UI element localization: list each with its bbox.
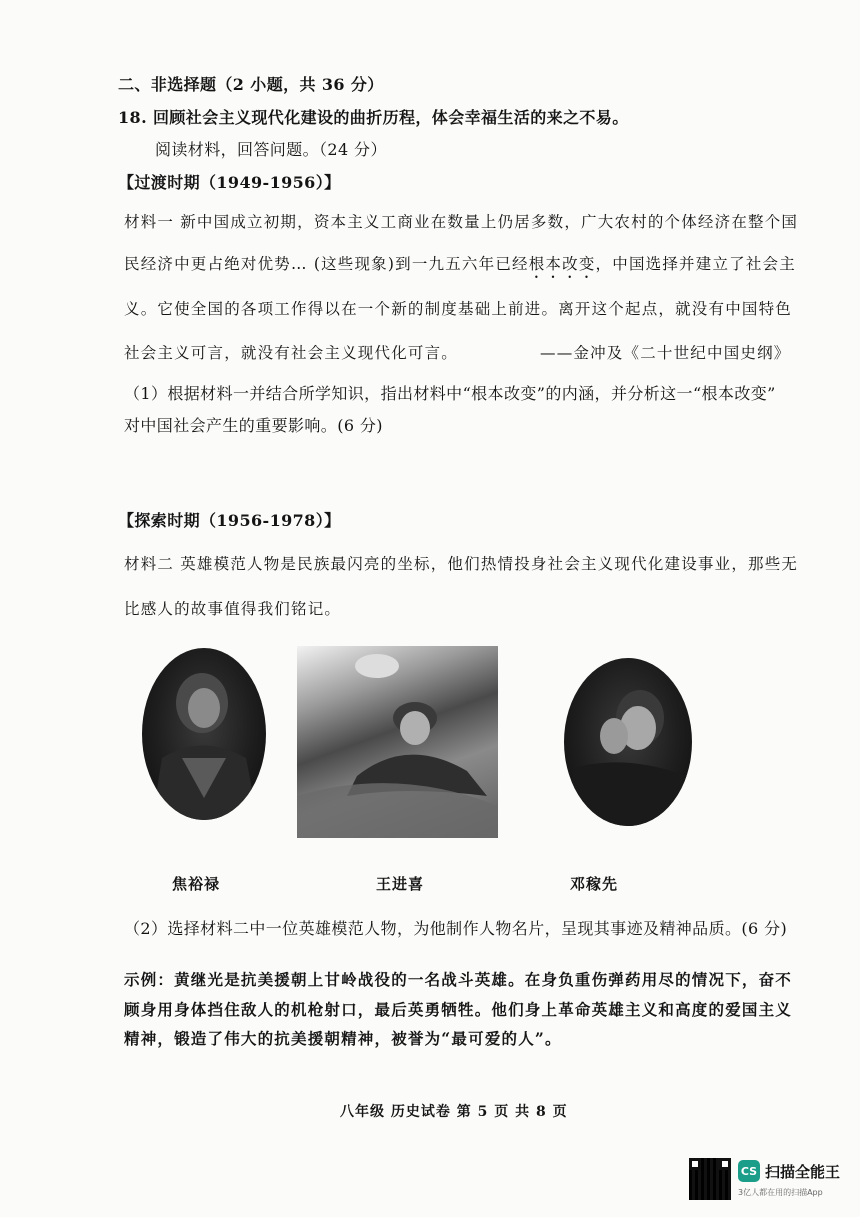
caption-deng-jiaxian: 邓稼先 [570, 875, 619, 893]
material-1-emphasis: 根本改变 [528, 255, 596, 273]
photo-wang-jinxi-scene [297, 646, 498, 838]
material-1-line-3-body: 。它使全国的各项工作得以在一个新的制度基础上前进。离开这个起点，就没有中国特色 [140, 300, 793, 318]
material-2-line-2: 比感人的故事值得我们铭记。 [124, 600, 342, 618]
material-1-line-4: 社会主义可言，就没有社会主义现代化可言。 [124, 344, 459, 362]
portrait-deng-jiaxian-figure [564, 658, 692, 826]
camscanner-logo-icon: CS [738, 1160, 760, 1182]
material-1-line-1: 材料一 新中国成立初期，资本主义工商业在数量上仍居多数，广大农村的个体经济在整个国 [124, 213, 799, 231]
page-footer: 八年级 历史试卷 第 5 页 共 8 页 [340, 1104, 568, 1120]
question-18-stem: 18. 回顾社会主义现代化建设的曲折历程，体会幸福生活的来之不易。 [118, 108, 629, 127]
question-1-line-1: （1）根据材料一并结合所学知识，指出材料中“根本改变”的内涵，并分析这一“根本改变” [124, 384, 776, 403]
portrait-jiao-yulu [142, 648, 266, 820]
scanner-app-name: 扫描全能王 [765, 1162, 841, 1181]
scanner-badge [738, 1160, 840, 1182]
photo-wang-jinxi [297, 646, 498, 838]
caption-jiao-yulu: 焦裕禄 [172, 875, 221, 893]
question-18-instruction: 阅读材料，回答问题。（24 分） [155, 140, 387, 159]
material-1-line-2-start: 民经济中更占绝对优势… (这些现象)到一九五六年已经 [124, 255, 529, 273]
qr-code-icon [689, 1158, 731, 1200]
question-2: （2）选择材料二中一位英雄模范人物，为他制作人物名片，呈现其事迹及精神品质。(6 分) [124, 919, 788, 938]
material-2-line-1: 材料二 英雄模范人物是民族最闪亮的坐标，他们热情投身社会主义现代化建设事业，那些无 [124, 555, 799, 573]
section-heading: 二、非选择题（2 小题，共 36 分） [118, 75, 384, 94]
material-1-line-2-end: ，中国选择并建立了社会主 [595, 255, 796, 273]
period-1-title: 【过渡时期（1949-1956）】 [118, 173, 341, 192]
example-line-3: 精神，锻造了伟大的抗美援朝精神，被誉为“最可爱的人”。 [124, 1029, 562, 1048]
scanner-tagline: 3亿人都在用的扫描App [738, 1188, 823, 1197]
material-1-source: ——金冲及《二十世纪中国史纲》 [540, 344, 791, 362]
material-1-line-3 [124, 297, 792, 319]
example-line-2: 顾身用身体挡住敌人的机枪射口，最后英勇牺牲。他们身上革命英雄主义和高度的爱国主义 [124, 1000, 793, 1019]
material-1-line-3-prefix: 义 [124, 300, 141, 318]
portrait-jiao-yulu-figure [142, 648, 266, 820]
material-1-line-2 [124, 252, 796, 282]
example-line-1: 示例：黄继光是抗美援朝上甘岭战役的一名战斗英雄。在身负重伤弹药用尽的情况下，奋不 [124, 970, 793, 989]
portrait-deng-jiaxian [564, 658, 692, 826]
caption-wang-jinxi: 王进喜 [376, 875, 425, 893]
period-2-title: 【探索时期（1956-1978）】 [118, 511, 341, 530]
question-1-line-2: 对中国社会产生的重要影响。(6 分) [124, 416, 383, 435]
